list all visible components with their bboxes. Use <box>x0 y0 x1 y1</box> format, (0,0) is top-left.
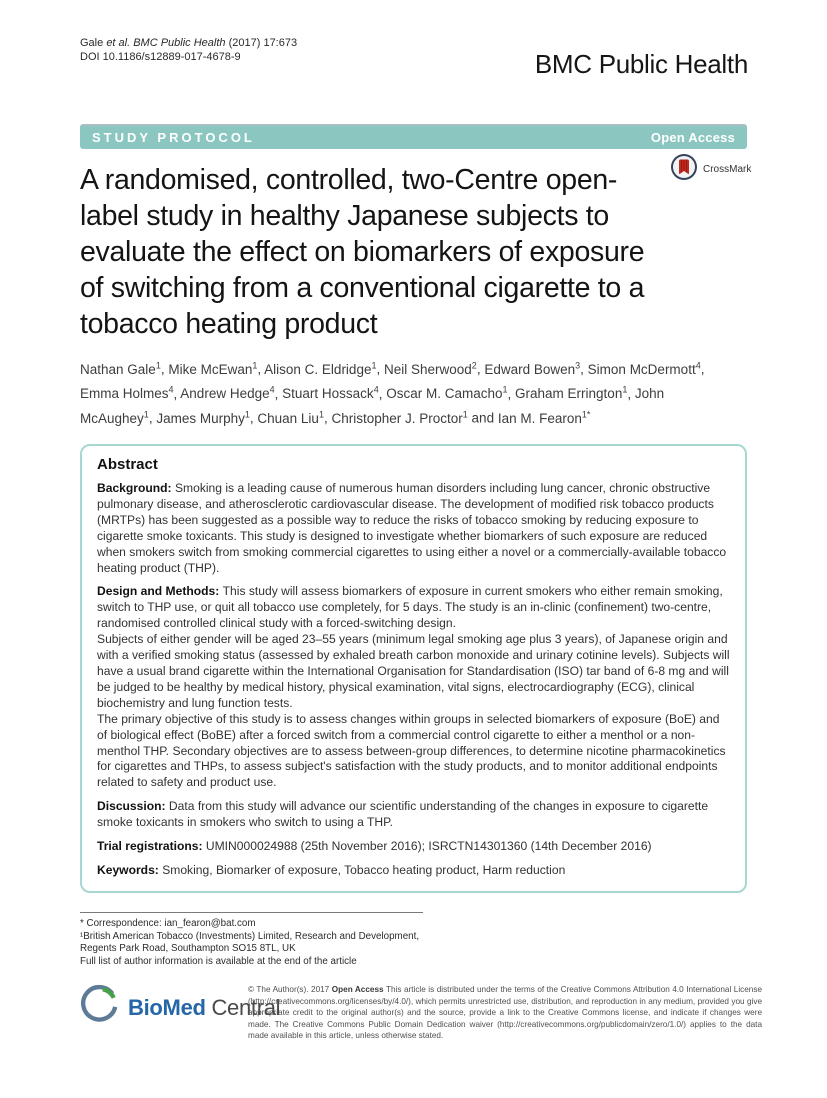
author: Ian M. Fearon$^{1*}$ <box>497 409 591 426</box>
biomed-logo-circle-icon <box>78 984 120 1031</box>
author: Graham Errington$^1$ <box>515 384 628 401</box>
abstract-paragraph: Background: Smoking is a leading cause of numerous human disorders including lung cancer, chronic obstructive pulmonary disease, and atherosclerotic cardiovascular disease. The development of modified risk tobacco products (MRTPs) has been suggested as a possible way to reduce the risks of tobacco smoking by reducing exposure to cigarette smoke toxicants. This study is designed to investigate whether biomarkers of such exposure are reduced when smokers switch from smoking commercial cigarettes to using either a novel or a commercially-available tobacco heating product (THP). <box>97 481 727 575</box>
author: James Murphy$^1$ <box>156 409 250 426</box>
abstract-section <box>97 481 730 576</box>
abstract-section <box>97 799 730 831</box>
abstract-section-label: Design and Methods: <box>97 584 223 599</box>
copyright-body: This article is distributed under the terms of the Creative Commons Attribution 4.0 International License (http://creativecommons.org/licenses/by/4.0/), which permits unrestricted use, distribution, and reproduction in any medium, provided you give appropriate credit to the original author(s) and the source, provide a link to the Creative Commons license, and indicate if changes were made. The Creative Commons Public Domain Dedication waiver (http://creativecommons.org/publicdomain/zero/1.0/) applies to the data made available in this article, unless otherwise stated. <box>248 985 763 1041</box>
author: Andrew Hedge$^4$ <box>180 384 275 401</box>
correspondence-label: * Correspondence: <box>80 918 165 929</box>
citation-line <box>80 36 297 50</box>
open-access-bold: Open Access <box>331 985 384 994</box>
affiliation-line: ¹British American Tobacco (Investments) Limited, Research and Development, Regents Park Road, Southampton SO15 8TL, UK <box>80 930 420 955</box>
citation-author: Gale <box>80 37 104 49</box>
author: John McAughey$^1$ <box>80 386 665 426</box>
crossmark-label: CrossMark <box>703 164 752 175</box>
author-info-note: Full list of author information is available at the end of the article <box>80 955 357 967</box>
author: Chuan Liu$^1$ <box>257 409 324 426</box>
abstract-section <box>97 863 730 879</box>
abstract-section-label: Discussion: <box>97 799 169 814</box>
abstract-section <box>97 584 730 791</box>
author-list: Nathan Gale$^1$, Mike McEwan$^1$, Alison C. Eldridge$^1$, Neil Sherwood$^2$, Edward Bowen$^3$, Simon McDermott$^4$, Emma Holmes$^4$, Andrew Hedge$^4$, Stuart Hossack$^4$, Oscar M. Camacho$^1$, Graham Errington$^1$, John McAughey$^1$, James Murphy$^1$, Chuan Liu$^1$, Christopher J. Proctor$^1$ and Ian M. Fearon$^{1*}$ <box>80 360 705 426</box>
open-access-label: Open Access <box>650 130 735 145</box>
logo-biomed-word: BioMed <box>128 994 206 1020</box>
crossmark-icon <box>670 153 698 186</box>
author: Emma Holmes$^4$ <box>80 384 174 401</box>
correspondence-line <box>80 918 428 931</box>
author: Nathan Gale$^1$ <box>80 360 161 377</box>
abstract-section <box>97 839 730 855</box>
abstract-section-label: Keywords: <box>97 862 163 877</box>
citation <box>80 36 297 64</box>
abstract-box <box>80 444 747 893</box>
footnote-divider <box>80 912 423 913</box>
abstract-paragraph: Trial registrations: UMIN000024988 (25th November 2016); ISRCTN14301360 (14th December 2016) <box>97 839 652 854</box>
journal-name: BMC Public Health <box>534 49 748 79</box>
abstract-sections <box>97 481 730 879</box>
copyright-prefix: © The Author(s). 2017 <box>248 985 332 994</box>
author: Mike McEwan$^1$ <box>168 360 258 377</box>
doi: DOI 10.1186/s12889-017-4678-9 <box>80 51 241 63</box>
citation-volume: (2017) 17:673 <box>228 37 298 49</box>
author: Alison C. Eldridge$^1$ <box>264 360 377 377</box>
footnote <box>80 912 428 968</box>
abstract-paragraph: Keywords: Smoking, Biomarker of exposure, Tobacco heating product, Harm reduction <box>97 862 566 877</box>
citation-journal: et al. BMC Public Health <box>106 37 226 49</box>
logo-central-word: Central <box>205 994 281 1020</box>
author: Neil Sherwood$^2$ <box>384 360 477 377</box>
author: Stuart Hossack$^4$ <box>282 384 379 401</box>
crossmark-badge[interactable] <box>670 153 762 186</box>
article-title: A randomised, controlled, two-Centre open-label study in healthy Japanese subjects to evaluate the effect on biomarkers of exposure of switching from a conventional cigarette to a tobacco heating product <box>80 164 645 340</box>
article-type-banner <box>80 124 747 149</box>
author: Simon McDermott$^4$ <box>587 360 701 377</box>
abstract-heading: Abstract <box>97 456 158 473</box>
author: Oscar M. Camacho$^1$ <box>386 384 508 401</box>
copyright-text <box>248 984 762 1042</box>
abstract-paragraph: Discussion: Data from this study will advance our scientific understanding of the changes in exposure to cigarette smoke toxicants in smokers who switch to using a THP. <box>97 799 709 830</box>
author: Edward Bowen$^3$ <box>484 360 581 377</box>
abstract-section-label: Trial registrations: <box>97 839 206 854</box>
abstract-paragraph: Design and Methods: This study will assess biomarkers of exposure in current smokers who either remain smoking, switch to THP use, or quit all tobacco use completely, for 5 days. The study is an in-clinic (confinement) two-centre, randomised controlled clinical study with a forced-switching design. <box>97 584 723 631</box>
abstract-paragraph: The primary objective of this study is to assess changes within groups in selected biomarkers of exposure (BoE) and of biological effect (BoBE) after a forced switch from a commercial control cigarette to either a menthol or a non-menthol THP. Secondary objectives are to assess between-group differences, to determine nicotine pharmacokinetics for cigarettes and THPs, to assess subject's satisfaction with the study products, and to monitor additional endpoints related to safety and product use. <box>97 711 726 790</box>
correspondence-email[interactable]: ian_fearon@bat.com <box>164 918 256 929</box>
abstract-paragraph: Subjects of either gender will be aged 23–55 years (minimum legal smoking age plus 3 years), of Japanese origin and with a verified smoking status (assessed by exhaled breath carbon monoxide and urinary cotinine levels). Subjects will have a usual brand cigarette within the International Organisation for Standardisation (ISO) tar band of 6-8 mg and will be judged to be healthy by medical history, physical examination, vital signs, electrocardiography (ECG), clinical biochemistry and lung function tests. <box>97 632 730 710</box>
author: Christopher J. Proctor$^1$ <box>331 409 468 426</box>
abstract-section-label: Background: <box>97 481 175 495</box>
article-type-label: STUDY PROTOCOL <box>92 130 255 145</box>
